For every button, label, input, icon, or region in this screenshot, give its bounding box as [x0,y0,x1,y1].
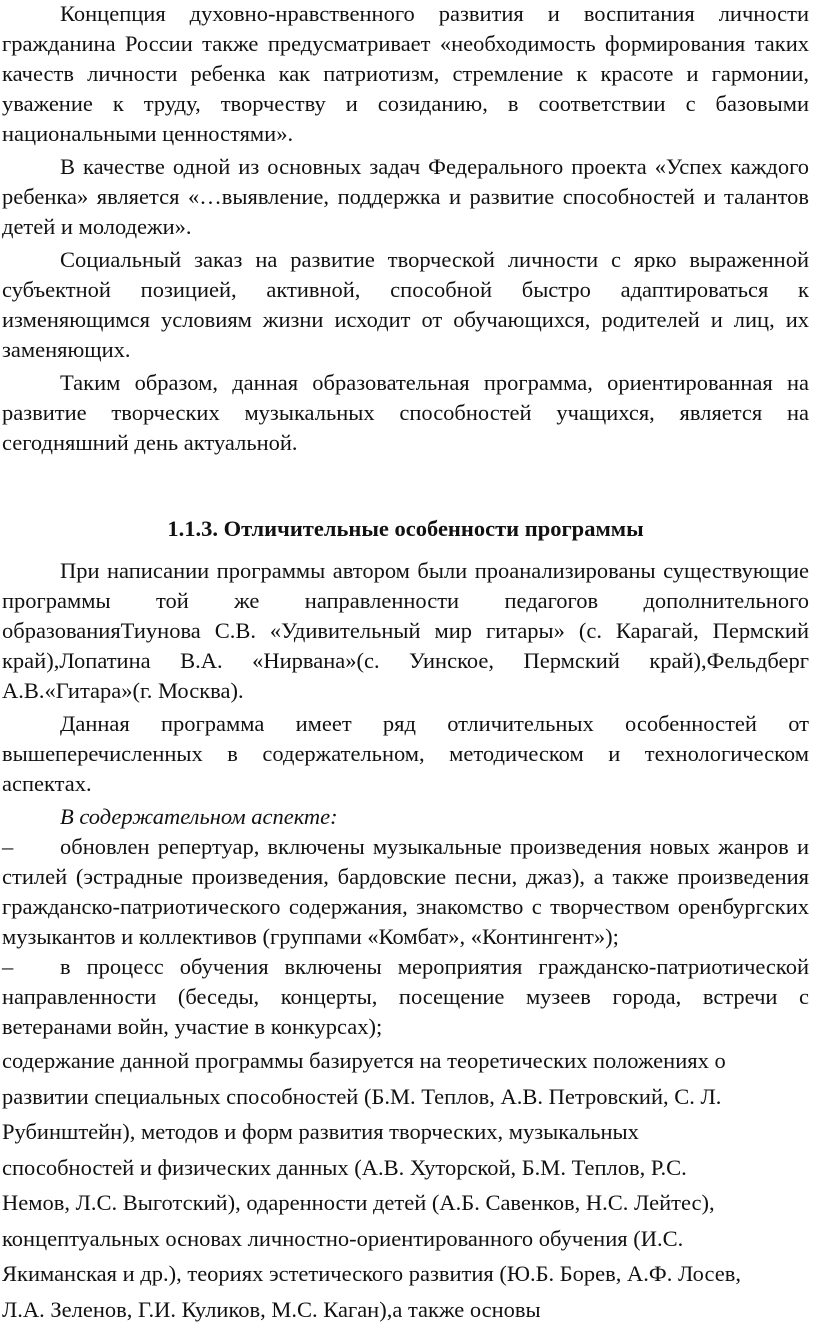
closing-line: Якиманская и др.), теориях эстетического развития (Ю.Б. Борев, А.Ф. Лосев, [2,1257,809,1291]
closing-text-block [2,1044,809,1326]
paragraph-analysis: При написании программы автором были проанализированы существующие программы той же направленности педагогов дополнительного образованияТиунова С.В. «Удивительный мир гитары» (с. Карагай, Пермский край),Лопатина В.А. «Нирвана»(с. Уинское, Пермский край),Фельдберг А.В.«Гитара»(г. Москва). [2,556,809,706]
list-item [2,832,809,952]
closing-line: Немов, Л.С. Выготский), одаренности детей (А.Б. Савенков, Н.С. Лейтес), [2,1186,809,1220]
closing-line: развитии специальных способностей (Б.М. Теплов, А.В. Петровский, С. Л. [2,1080,809,1114]
closing-line: Л.А. Зеленов, Г.И. Куликов, М.С. Каган),а также основы [2,1293,809,1326]
closing-line: Рубинштейн), методов и форм развития творческих, музыкальных [2,1115,809,1149]
section-heading: 1.1.3. Отличительные особенности программы [2,514,809,544]
paragraph-distinctive-features: Данная программа имеет ряд отличительных особенностей от вышеперечисленных в содержательном, методическом и технологическом аспектах. [2,709,809,799]
list-item-text: в процесс обучения включены мероприятия гражданско-патриотической направленности (беседы, концерты, посещение музеев города, встречи с ветеранами войн, участие в конкурсах); [2,954,809,1039]
section-spacer [2,458,809,514]
dash-marker: – [2,952,60,982]
list-item-text: обновлен репертуар, включены музыкальные произведения новых жанров и стилей (эстрадные произведения, бардовские песни, джаз), а также произведения гражданско-патриотического содержания, знакомство с творчеством оренбургских музыкантов и коллективов (группами «Комбат», «Контингент»); [2,834,809,949]
content-aspect-subheading: В содержательном аспекте: [2,802,809,832]
paragraph-concept: Концепция духовно-нравственного развития и воспитания личности гражданина России также предусматривает «необходимость формирования таких качеств личности ребенка как патриотизм, стремление к красоте и гармонии, уважение к труду, творчеству и созиданию, в соответствии с базовыми национальными ценностями». [2,0,809,149]
closing-line: содержание данной программы базируется на теоретических положениях о [2,1044,809,1078]
closing-line: концептуальных основах личностно-ориентированного обучения (И.С. [2,1222,809,1256]
paragraph-conclusion: Таким образом, данная образовательная программа, ориентированная на развитие творческих музыкальных способностей учащихся, является на сегодняшний день актуальной. [2,368,809,458]
paragraph-social-order: Социальный заказ на развитие творческой личности с ярко выраженной субъектной позицией, активной, способной быстро адаптироваться к изменяющимся условиям жизни исходит от обучающихся, родителей и лиц, их заменяющих. [2,245,809,365]
list-item [2,952,809,1042]
paragraph-federal-project: В качестве одной из основных задач Федерального проекта «Успех каждого ребенка» является «…выявление, поддержка и развитие способностей и талантов детей и молодежи». [2,152,809,242]
closing-line: способностей и физических данных (А.В. Хуторской, Б.М. Теплов, Р.С. [2,1151,809,1185]
dash-marker: – [2,832,60,862]
